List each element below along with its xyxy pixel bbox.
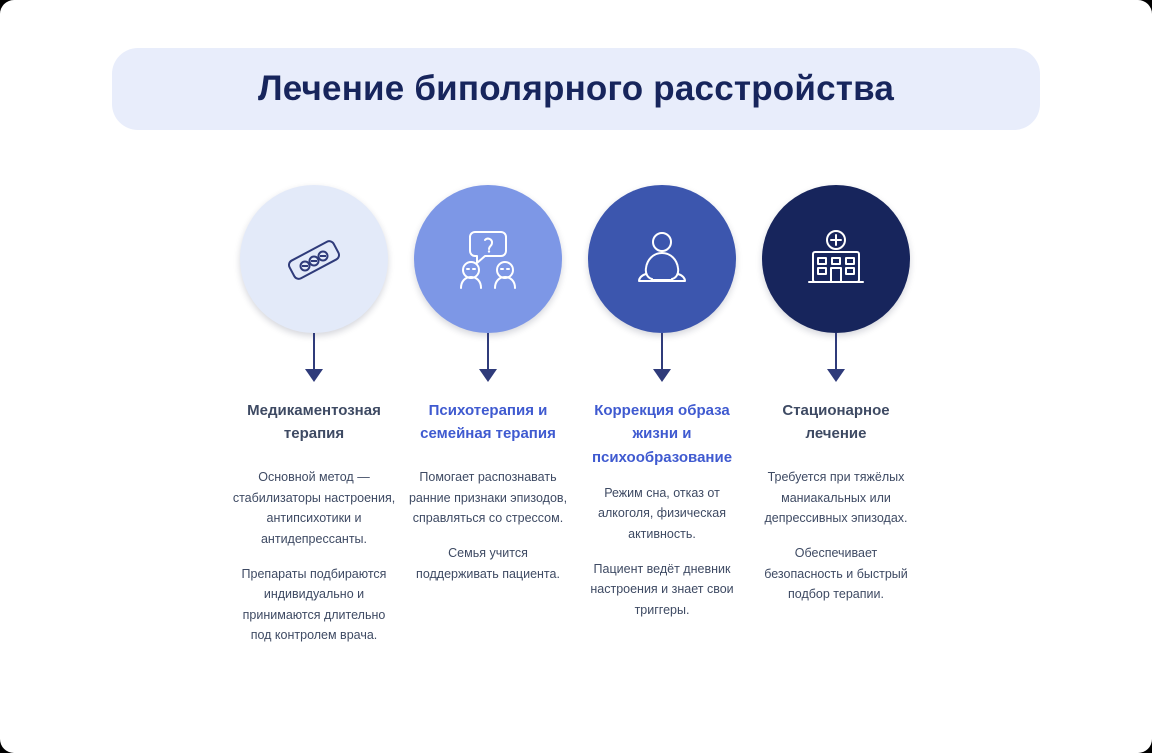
column-paragraph: Обеспечивает безопасность и быстрый подбор терапии. (764, 545, 908, 602)
arrow-head-icon (653, 369, 671, 382)
column-body-lifestyle (580, 483, 744, 621)
connector-arrow-3 (580, 333, 744, 395)
icon-circle-medication (240, 185, 388, 333)
icon-circle-lifestyle (588, 185, 736, 333)
column-paragraph: Основной метод — стабилизаторы настроения, антипсихотики и антидепрессанты. (232, 470, 396, 546)
column-lifestyle (580, 185, 744, 646)
connector-stem (487, 333, 489, 373)
connector-stem (835, 333, 837, 373)
connector-arrow-2 (406, 333, 570, 395)
icon-circle-inpatient (762, 185, 910, 333)
icon-circle-psychotherapy (414, 185, 562, 333)
speech-bubble-people-icon (449, 222, 527, 296)
column-paragraph: Препараты подбираются индивидуально и принимаются длительно под контролем врача. (241, 566, 387, 643)
connector-stem (661, 333, 663, 373)
column-inpatient (754, 185, 918, 646)
column-paragraph: Помогает распознавать ранние признаки эпизодов, справляться со стрессом. (408, 470, 568, 526)
column-body-medication (232, 467, 396, 646)
title-banner (112, 48, 1040, 130)
arrow-head-icon (827, 369, 845, 382)
arrow-head-icon (479, 369, 497, 382)
column-paragraph: Семья учится поддерживать пациента. (416, 545, 560, 581)
column-paragraph: Режим сна, отказ от алкоголя, физическая активность. (598, 485, 726, 541)
pill-strip-icon (277, 222, 351, 296)
arrow-head-icon (305, 369, 323, 382)
meditation-person-icon (625, 222, 699, 296)
column-body-psychotherapy (406, 467, 570, 584)
page-title: Лечение биполярного расстройства (257, 69, 895, 108)
column-medication (232, 185, 396, 646)
hospital-cross-icon (799, 222, 873, 296)
column-heading-psychotherapy: Психотерапия и семейная терапия (420, 402, 556, 443)
columns-container (232, 185, 928, 646)
column-paragraph: Требуется при тяжёлых маниакальных или депрессивных эпизодах. (764, 470, 908, 526)
column-body-inpatient (754, 467, 918, 605)
column-heading-lifestyle: Коррекция образа жизни и психообразование (591, 402, 733, 466)
column-paragraph: Пациент ведёт дневник настроения и знает свои триггеры. (590, 561, 734, 617)
connector-arrow-4 (754, 333, 918, 395)
connector-arrow-1 (232, 333, 396, 395)
column-psychotherapy (406, 185, 570, 646)
column-heading-medication: Медикаментозная терапия (247, 402, 381, 443)
column-heading-inpatient: Стационарное лечение (782, 402, 890, 443)
connector-stem (313, 333, 315, 373)
